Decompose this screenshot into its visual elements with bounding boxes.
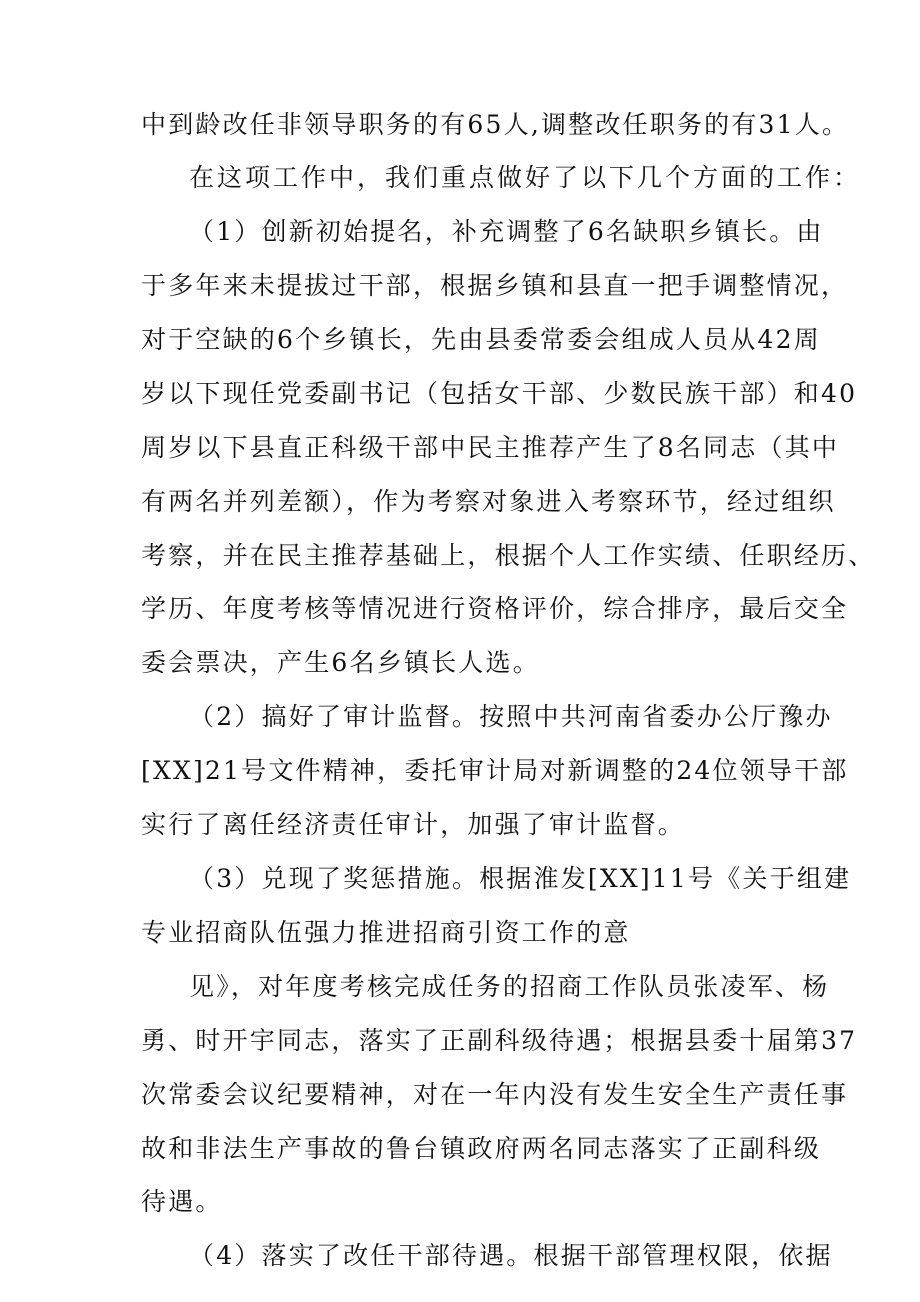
text-line: （1）创新初始提名，补充调整了6名缺职乡镇长。由 <box>189 217 824 246</box>
text-line: 岁以下现任党委副书记（包括女干部、少数民族干部）和40 <box>141 379 858 408</box>
text-line: 待遇。 <box>141 1187 223 1216</box>
text-line: 见》，对年度考核完成任务的招商工作队员张凌军、杨 <box>189 972 830 1001</box>
text-line: 委会票决，产生6名乡镇长人选。 <box>141 648 540 677</box>
text-line: 中到龄改任非领导职务的有65人,调整改任职务的有31人。 <box>141 110 850 139</box>
text-line: 勇、时开宇同志，落实了正副科级待遇；根据县委十届第37 <box>141 1026 858 1055</box>
text-line: （4）落实了改任干部待遇。根据干部管理权限，依据 <box>189 1241 833 1270</box>
text-line: 对于空缺的6个乡镇长，先由县委常委会组成人员从42周 <box>141 325 821 354</box>
text-line: 实行了离任经济责任审计，加强了审计监督。 <box>141 810 686 839</box>
text-line: （2）搞好了审计监督。按照中共河南省委办公厅豫办 <box>189 702 833 731</box>
text-line: 于多年来未提拔过干部，根据乡镇和县直一把手调整情况， <box>141 271 849 300</box>
text-line: 专业招商队伍强力推进招商引资工作的意 <box>141 918 631 947</box>
text-line: （3）兑现了奖惩措施。根据淮发[XX]11号《关于组建 <box>189 864 852 893</box>
text-line: 在这项工作中，我们重点做好了以下几个方面的工作： <box>189 163 862 192</box>
text-line: 学历、年度考核等情况进行资格评价，综合排序，最后交全 <box>141 594 849 623</box>
text-line: 有两名并列差额），作为考察对象进入考察环节，经过组织 <box>141 487 836 516</box>
text-line: 考察，并在民主推荐基础上，根据个人工作实绩、任职经历、 <box>141 541 876 570</box>
text-line: 次常委会议纪要精神，对在一年内没有发生安全生产责任事 <box>141 1080 849 1109</box>
text-line: 周岁以下县直正科级干部中民主推荐产生了8名同志（其中 <box>141 433 840 462</box>
text-line: [XX]21号文件精神，委托审计局对新调整的24位领导干部 <box>141 756 849 785</box>
text-line: 故和非法生产事故的鲁台镇政府两名同志落实了正副科级 <box>141 1134 822 1163</box>
